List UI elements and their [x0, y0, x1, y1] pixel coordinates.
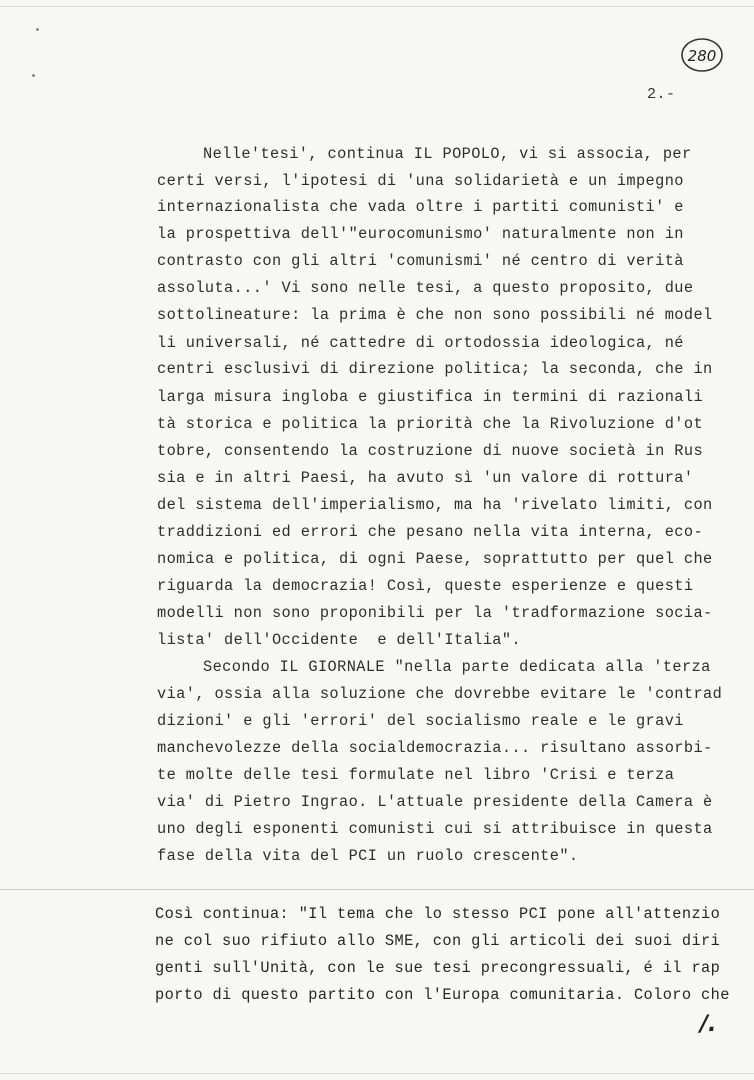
- text-line: traddizioni ed errori che pesano nella vita interna, eco-: [157, 523, 704, 541]
- text-line: tobre, consentendo la costruzione di nuove società in Rus: [157, 442, 704, 460]
- text-line: Secondo IL GIORNALE "nella parte dedicata alla 'terza: [203, 658, 711, 676]
- text-line: lista' dell'Occidente e dell'Italia".: [157, 631, 522, 649]
- scan-speck: [36, 28, 39, 31]
- text-line: larga misura ingloba e giustifica in termini di razionali: [157, 388, 704, 406]
- text-line: porto di questo partito con l'Europa comunitaria. Coloro che: [155, 986, 730, 1004]
- page-top-edge: [0, 6, 754, 7]
- text-line: Così continua: "Il tema che lo stesso PCI pone all'attenzio: [155, 905, 721, 923]
- text-line: via', ossia alla soluzione che dovrebbe evitare le 'contrad: [157, 685, 723, 703]
- text-line: Nelle'tesi', continua IL POPOLO, vi si associa, per: [203, 145, 692, 163]
- text-line: sia e in altri Paesi, ha avuto sì 'un valore di rottura': [157, 469, 694, 487]
- text-line: nomica e politica, di ogni Paese, soprattutto per quel che: [157, 550, 713, 568]
- text-line: te molte delle tesi formulate nel libro 'Crisi e terza: [157, 766, 675, 784]
- text-line: del sistema dell'imperialismo, ma ha 'rivelato limiti, con: [157, 496, 713, 514]
- text-line: fase della vita del PCI un ruolo crescente".: [157, 847, 579, 865]
- page-number: 2.-: [647, 86, 676, 103]
- text-line: assoluta...' Vi sono nelle tesi, a questo proposito, due: [157, 279, 694, 297]
- text-line: centri esclusivi di direzione politica; la seconda, che in: [157, 360, 713, 378]
- archive-stamp: [680, 36, 724, 74]
- text-line: dizioni' e gli 'errori' del socialismo reale e le gravi: [157, 712, 684, 730]
- text-line: genti sull'Unità, con le sue tesi precongressuali, é il rap: [155, 959, 721, 977]
- text-line: la prospettiva dell'"eurocomunismo' naturalmente non in: [157, 225, 684, 243]
- text-line: riguarda la democrazia! Così, queste esperienze e questi: [157, 577, 694, 595]
- scan-speck: [32, 74, 35, 77]
- stamp-number: 280: [687, 47, 717, 65]
- text-line: sottolineature: la prima è che non sono possibili né model: [157, 306, 713, 324]
- page-bottom-edge: [0, 1073, 754, 1074]
- text-line: uno degli esponenti comunisti cui si attribuisce in questa: [157, 820, 713, 838]
- text-line: tà storica e politica la priorità che la Rivoluzione d'ot: [157, 415, 704, 433]
- text-line: contrasto con gli altri 'comunismi' né centro di verità: [157, 252, 684, 270]
- text-line: manchevolezze della socialdemocrazia... risultano assorbi-: [157, 739, 713, 757]
- text-line: via' di Pietro Ingrao. L'attuale presidente della Camera è: [157, 793, 713, 811]
- text-line: ne col suo rifiuto allo SME, con gli articoli dei suoi diri: [155, 932, 721, 950]
- text-line: certi versi, l'ipotesi di 'una solidarietà e un impegno: [157, 172, 684, 190]
- paste-seam: [0, 889, 754, 890]
- continuation-mark: /.: [700, 1012, 717, 1037]
- text-line: li universali, né cattedre di ortodossia ideologica, né: [157, 334, 684, 352]
- text-line: internazionalista che vada oltre i partiti comunisti' e: [157, 198, 684, 216]
- text-line: modelli non sono proponibili per la 'tradformazione socia-: [157, 604, 713, 622]
